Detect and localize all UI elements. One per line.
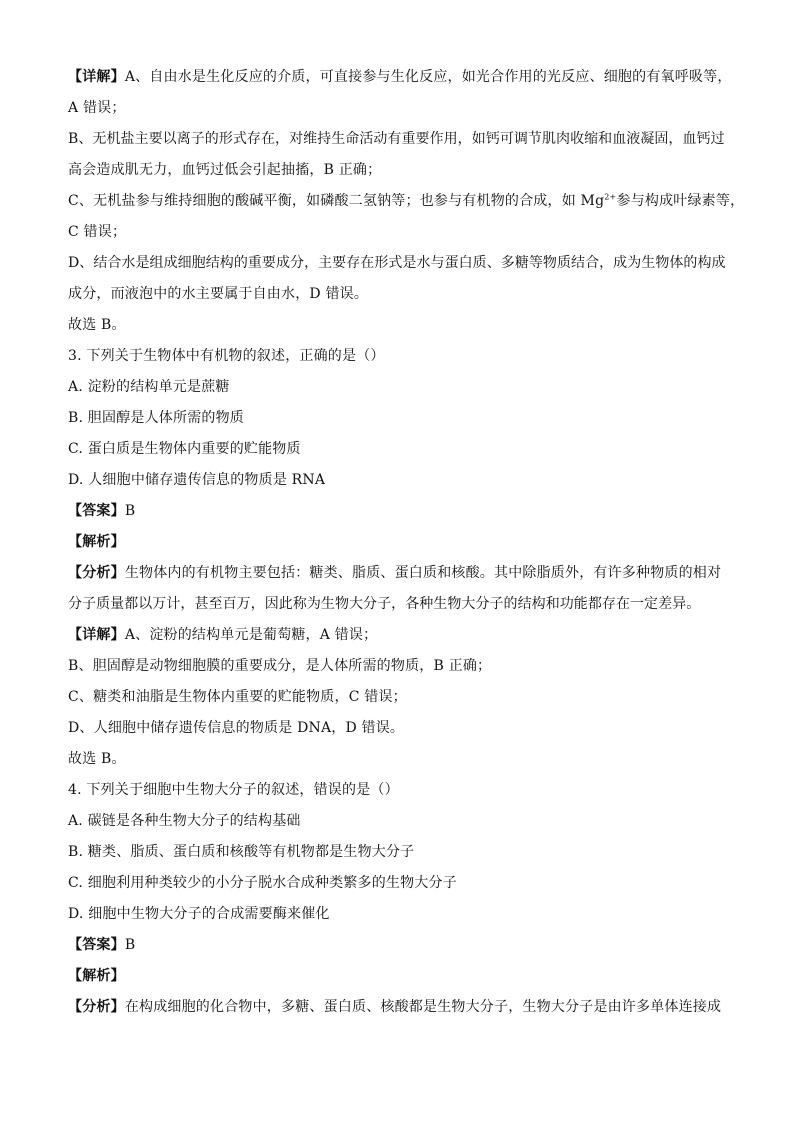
- question-4-option-a: A. 碳链是各种生物大分子的结构基础: [68, 813, 301, 829]
- question-3-option-a: A. 淀粉的结构单元是蔗糖: [68, 379, 230, 395]
- document-page: [68, 62, 745, 1023]
- conclusion-1: 故选 B。: [68, 317, 126, 333]
- detail-tag: 【详解】: [68, 69, 125, 85]
- detail-b-line-2: 高会造成肌无力，血钙过低会引起抽搐，B 正确；: [68, 162, 382, 178]
- detail-c-pre: C、无机盐参与维持细胞的酸碱平衡，如磷酸二氢钠等；也参与有机物的合成，如 Mg: [68, 193, 605, 209]
- question-4-option-b: B. 糖类、脂质、蛋白质和核酸等有机物都是生物大分子: [68, 844, 415, 860]
- detail-line-1: [68, 62, 732, 93]
- answer-value: B: [124, 503, 136, 519]
- answer-tag: 【答案】: [68, 503, 125, 519]
- detail-text: A、自由水是生化反应的介质，可直接参与生化反应，如光合作用的光反应、细胞的有氧呼吸等，: [124, 69, 732, 85]
- answer-tag: 【答案】: [68, 937, 125, 953]
- question-3-conclusion: 故选 B。: [68, 751, 126, 767]
- detail-d-line-1: D、结合水是组成细胞结构的重要成分，主要存在形式是水与蛋白质、多糖等物质结合，成为生物体的构成: [68, 255, 726, 271]
- question-3-analysis-tag: 【解析】: [68, 534, 125, 550]
- fenxi-text: 在构成细胞的化合物中，多糖、蛋白质、核酸都是生物大分子，生物大分子是由许多单体连接成: [124, 999, 722, 1015]
- detail-line-2: A 错误；: [68, 100, 126, 116]
- question-3-option-d: D. 人细胞中储存遗传信息的物质是 RNA: [68, 472, 326, 488]
- detail-d-line-2: 成分，而液泡中的水主要属于自由水，D 错误。: [68, 286, 369, 302]
- detail-text: A、淀粉的结构单元是葡萄糖，A 错误；: [124, 627, 378, 643]
- question-3-detail-b: B、胆固醇是动物细胞膜的重要成分，是人体所需的物质，B 正确；: [68, 658, 492, 674]
- question-3-fenxi-line-1: [68, 558, 728, 589]
- fenxi-text: 生物体内的有机物主要包括：糖类、脂质、蛋白质和核酸。其中除脂质外，有许多种物质的相对: [124, 565, 722, 581]
- detail-tag: 【详解】: [68, 627, 125, 643]
- detail-c-post: 参与构成叶绿素等，: [616, 193, 745, 209]
- question-3-detail-c: C、糖类和油脂是生物体内重要的贮能物质，C 错误；: [68, 689, 407, 705]
- detail-b-line-1: B、无机盐主要以离子的形式存在，对维持生命活动有重要作用，如钙可调节肌肉收缩和血液凝固，血钙过: [68, 131, 725, 147]
- detail-c-line-1: [68, 186, 745, 217]
- question-3-option-c: C. 蛋白质是生物体内重要的贮能物质: [68, 441, 301, 457]
- detail-c-superscript: 2+: [604, 192, 617, 202]
- question-3-detail-a: [68, 620, 728, 651]
- question-4-fenxi-line-1: [68, 992, 728, 1023]
- fenxi-tag: 【分析】: [68, 565, 125, 581]
- detail-c-line-2: C 错误；: [68, 224, 127, 240]
- question-3-stem: 3. 下列关于生物体中有机物的叙述，正确的是（）: [68, 348, 385, 364]
- question-3-fenxi-line-2: 分子质量都以万计，甚至百万，因此称为生物大分子，各种生物大分子的结构和功能都存在一定差异。: [68, 596, 701, 612]
- answer-value: B: [124, 937, 136, 953]
- question-4-analysis-tag: 【解析】: [68, 968, 125, 984]
- question-4-answer: [68, 930, 728, 961]
- question-3-detail-d: D、人细胞中储存遗传信息的物质是 DNA，D 错误。: [68, 720, 405, 736]
- question-3-option-b: B. 胆固醇是人体所需的物质: [68, 410, 244, 426]
- question-4-stem: 4. 下列关于细胞中生物大分子的叙述，错误的是（）: [68, 782, 399, 798]
- question-4-option-d: D. 细胞中生物大分子的合成需要酶来催化: [68, 906, 330, 922]
- question-4-option-c: C. 细胞利用种类较少的小分子脱水合成种类繁多的生物大分子: [68, 875, 457, 891]
- question-3-answer: [68, 496, 728, 527]
- fenxi-tag: 【分析】: [68, 999, 125, 1015]
